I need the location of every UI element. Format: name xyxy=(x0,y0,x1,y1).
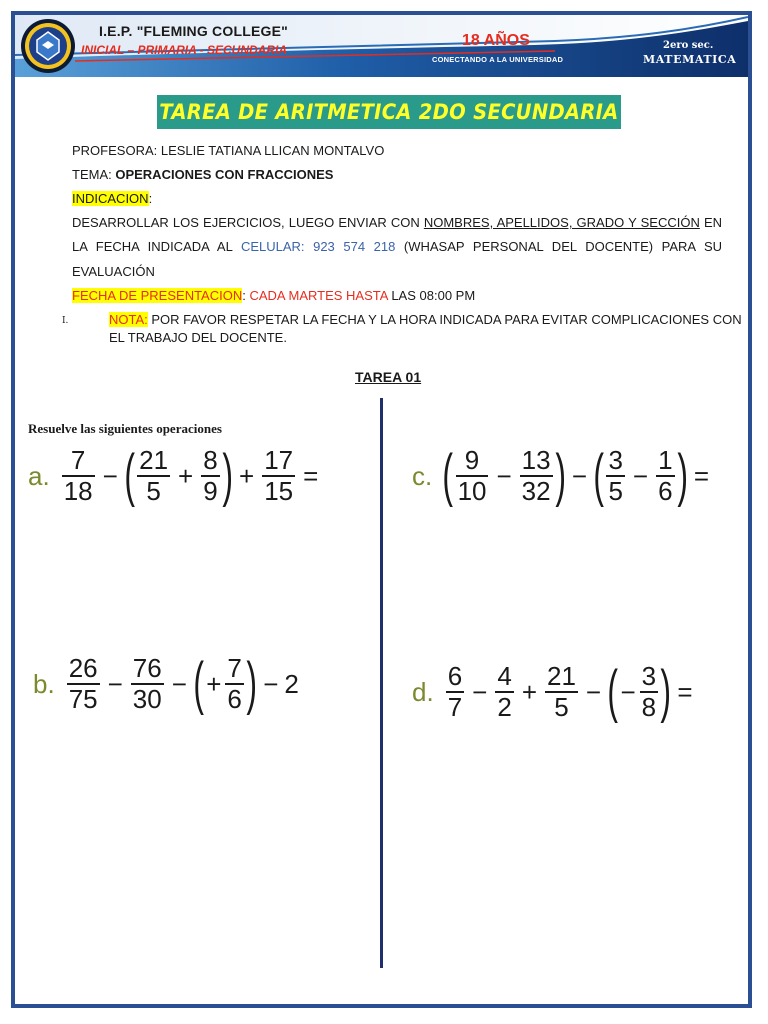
header-banner xyxy=(15,15,748,77)
minus-sign: − xyxy=(263,668,279,699)
instructions-text-1c: EN xyxy=(699,215,723,230)
fraction xyxy=(225,654,243,714)
fraction xyxy=(640,662,658,722)
right-paren: ) xyxy=(246,651,257,716)
left-paren: ( xyxy=(442,443,454,508)
school-slogan: CONECTANDO A LA UNIVERSIDAD xyxy=(432,55,564,64)
right-paren: ) xyxy=(676,443,688,508)
instructions-line-1 xyxy=(72,215,722,230)
school-levels: INICIAL – PRIMARIA - SECUNDARIA xyxy=(81,43,288,57)
note-line-2: EL TRABAJO DEL DOCENTE. xyxy=(109,330,287,345)
numerator: 21 xyxy=(547,661,576,691)
topic-line xyxy=(72,167,333,182)
numerator: 7 xyxy=(70,445,86,475)
minus-sign: − xyxy=(472,676,488,707)
denominator: 2 xyxy=(497,692,512,722)
left-paren: ( xyxy=(607,659,619,724)
plus-sign: + xyxy=(206,668,222,699)
minus-sign: − xyxy=(571,460,588,491)
right-paren: ) xyxy=(554,443,566,508)
right-paren: ) xyxy=(222,443,233,508)
numerator: 13 xyxy=(521,445,551,475)
minus-sign: − xyxy=(632,460,649,491)
numerator: 3 xyxy=(641,661,657,691)
fraction xyxy=(656,446,674,506)
equals-sign: = xyxy=(693,460,710,491)
exercise-b xyxy=(33,651,299,716)
fraction xyxy=(62,446,95,506)
fraction xyxy=(545,662,578,722)
instructions-line-3: EVALUACIÓN xyxy=(72,264,155,279)
denominator: 8 xyxy=(641,692,657,722)
fraction xyxy=(606,446,624,506)
denominator: 15 xyxy=(264,476,294,506)
equals-sign: = xyxy=(677,676,693,707)
note-line-1 xyxy=(109,312,742,327)
numerator: 1 xyxy=(658,445,673,475)
anniversary-badge: 18 AÑOS xyxy=(462,32,530,49)
numerator: 6 xyxy=(447,661,463,691)
denominator: 6 xyxy=(227,684,242,714)
left-paren: ( xyxy=(193,651,204,716)
denominator: 30 xyxy=(132,684,162,714)
numerator: 3 xyxy=(608,445,623,475)
numerator: 4 xyxy=(497,661,512,691)
document-title xyxy=(157,95,621,129)
denominator: 7 xyxy=(447,692,463,722)
fraction xyxy=(201,446,219,506)
fraction xyxy=(456,446,489,506)
numerator: 21 xyxy=(139,445,169,475)
right-paren: ) xyxy=(660,659,672,724)
subject-label: MATEMATICA xyxy=(643,53,737,66)
teacher-line: PROFESORA: LESLIE TATIANA LLICAN MONTALVO xyxy=(72,143,385,158)
denominator: 18 xyxy=(63,476,93,506)
equals-sign: = xyxy=(303,460,319,491)
school-crest-icon xyxy=(20,18,76,74)
minus-sign: − xyxy=(585,676,602,707)
denominator: 6 xyxy=(658,476,673,506)
numerator: 26 xyxy=(68,653,98,683)
denominator: 75 xyxy=(68,684,98,714)
fraction xyxy=(131,654,164,714)
topic-value: OPERACIONES CON FRACCIONES xyxy=(115,167,334,182)
exercise-label: d. xyxy=(412,676,434,707)
numerator: 7 xyxy=(227,653,242,683)
exercise-c xyxy=(412,443,715,508)
plus-sign: + xyxy=(521,676,537,707)
instructions-text-2a: LA FECHA INDICADA AL xyxy=(72,239,241,254)
indication-label: INDICACION xyxy=(72,191,149,206)
denominator: 9 xyxy=(203,476,218,506)
exercise-label: c. xyxy=(412,460,433,491)
instructions-text-1a: DESARROLLAR LOS EJERCICIOS, LUEGO ENVIAR CON xyxy=(72,215,424,230)
numerator: 17 xyxy=(264,445,294,475)
minus-sign: − xyxy=(107,668,123,699)
grade-label: 2ero sec. xyxy=(663,40,714,51)
fraction xyxy=(137,446,170,506)
school-name: I.E.P. "FLEMING COLLEGE" xyxy=(99,23,288,39)
minus-sign: − xyxy=(171,668,187,699)
instructions-text-2c: (WHASAP PERSONAL DEL DOCENTE) PARA SU xyxy=(395,239,723,254)
column-divider xyxy=(380,398,383,968)
note-text-1: POR FAVOR RESPETAR LA FECHA Y LA HORA INDICADA PARA EVITAR COMPLICACIONES CON xyxy=(147,312,742,327)
phone-number: CELULAR: 923 574 218 xyxy=(240,239,396,254)
left-paren: ( xyxy=(593,443,605,508)
due-date-colon: : xyxy=(242,288,246,303)
fraction xyxy=(67,654,100,714)
fraction xyxy=(446,662,464,722)
exercise-label: a. xyxy=(28,460,50,491)
plus-sign: + xyxy=(239,460,255,491)
exercise-a xyxy=(28,443,324,508)
note-marker: I. xyxy=(62,316,69,326)
exercise-d xyxy=(412,659,699,724)
exercise-label: b. xyxy=(33,668,55,699)
instructions-line-2 xyxy=(72,239,722,254)
exercise-instruction: Resuelve las siguientes operaciones xyxy=(28,421,222,436)
denominator: 10 xyxy=(457,476,487,506)
fraction xyxy=(520,446,553,506)
due-date-value: CADA MARTES HASTA xyxy=(249,288,388,303)
required-fields: NOMBRES, APELLIDOS, GRADO Y SECCIÓN xyxy=(423,215,700,230)
denominator: 5 xyxy=(146,476,161,506)
due-date-line xyxy=(72,288,475,303)
fraction xyxy=(495,662,513,722)
minus-sign: − xyxy=(620,676,636,707)
indication-colon: : xyxy=(148,191,153,206)
minus-sign: − xyxy=(102,460,118,491)
whole-number: 2 xyxy=(284,668,299,699)
minus-sign: − xyxy=(496,460,512,491)
document-title-text: TAREA DE ARITMETICA 2DO SECUNDARIA xyxy=(159,100,619,124)
numerator: 8 xyxy=(203,445,218,475)
numerator: 9 xyxy=(464,445,480,475)
denominator: 5 xyxy=(608,476,623,506)
numerator: 76 xyxy=(132,653,162,683)
homework-label: TAREA 01 xyxy=(355,369,422,385)
note-label: NOTA: xyxy=(109,312,148,327)
topic-prefix: TEMA: xyxy=(72,167,116,182)
due-date-label: FECHA DE PRESENTACION xyxy=(72,288,243,303)
due-date-time: LAS 08:00 PM xyxy=(387,288,476,303)
plus-sign: + xyxy=(178,460,194,491)
denominator: 32 xyxy=(521,476,551,506)
left-paren: ( xyxy=(124,443,135,508)
indication-line xyxy=(72,191,152,206)
denominator: 5 xyxy=(554,692,569,722)
fraction xyxy=(262,446,295,506)
